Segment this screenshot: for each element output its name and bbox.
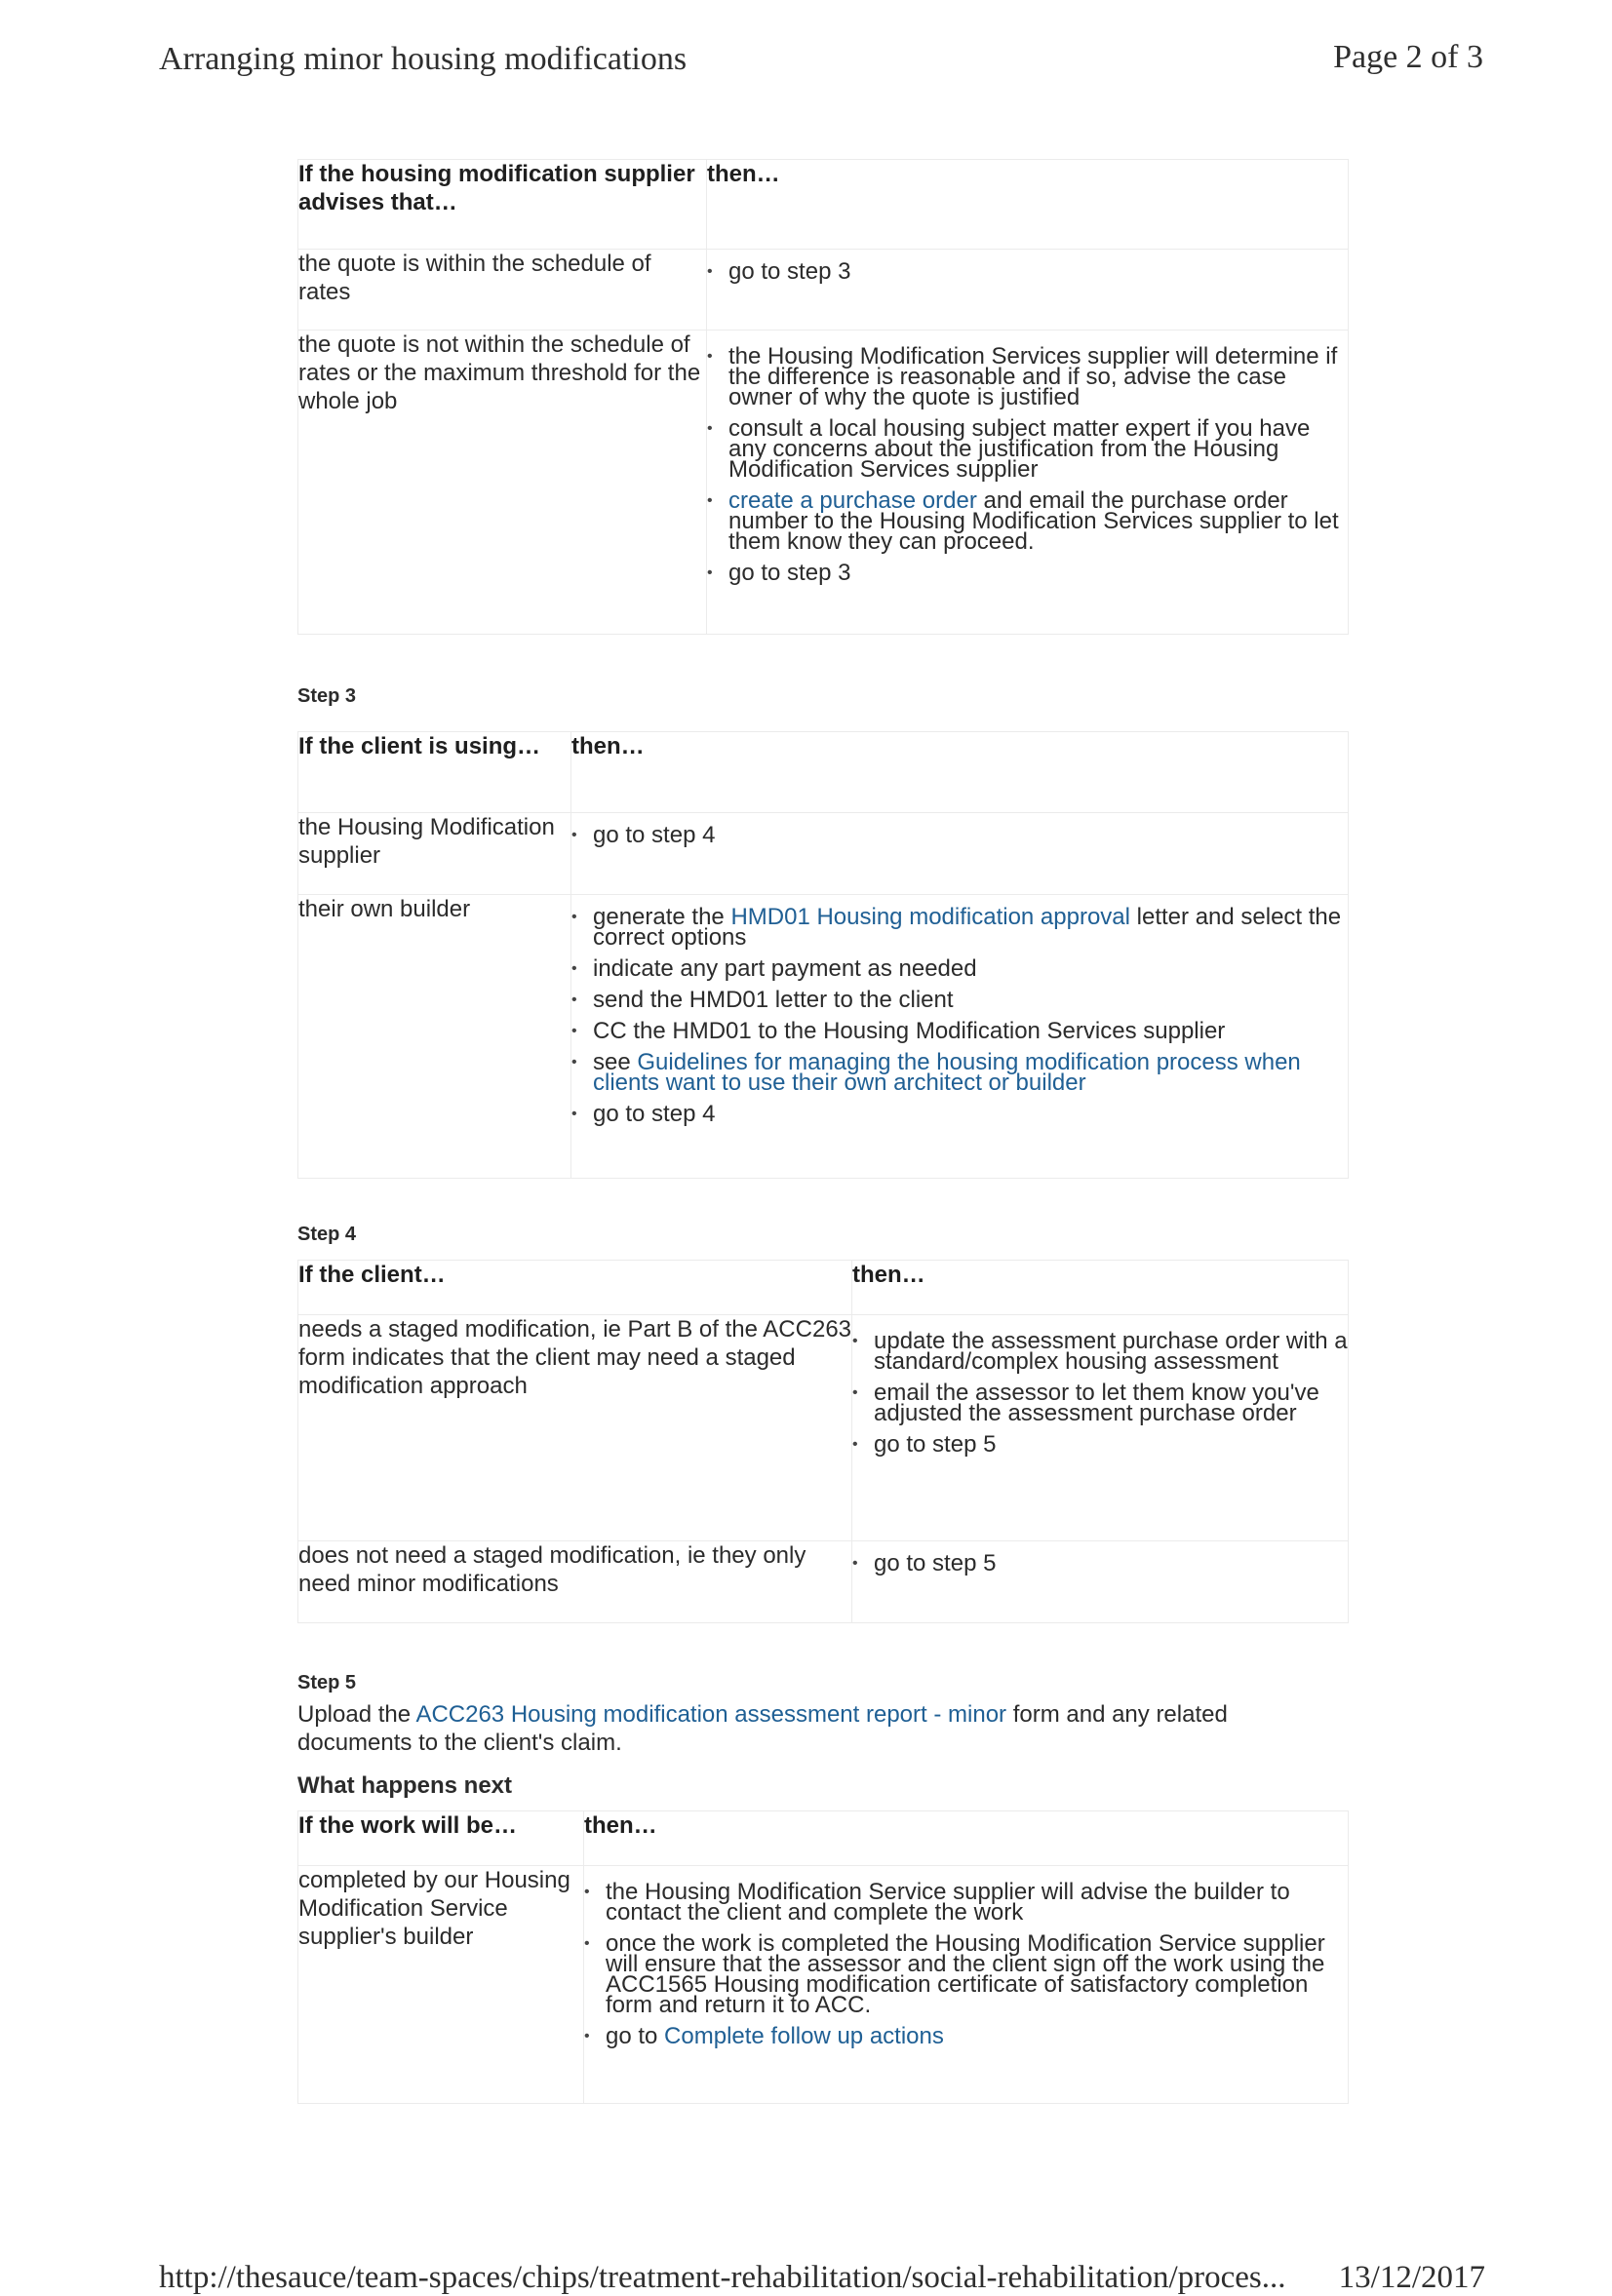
list-item: • go to step 5 xyxy=(852,1553,1348,1574)
action-cell xyxy=(707,331,1349,635)
guidelines-link[interactable]: Guidelines for managing the housing modification process when clients want to use their own architect or builder xyxy=(593,1049,1301,1096)
table-row xyxy=(298,813,1349,895)
what-happens-next-table xyxy=(297,1810,1349,2104)
list-item: • update the assessment purchase order with a standard/complex housing assessment xyxy=(852,1331,1348,1372)
step-3-table xyxy=(297,731,1349,1179)
acc263-report-link[interactable]: ACC263 Housing modification assessment report - minor xyxy=(415,1701,1007,1728)
page-number: Page 2 of 3 xyxy=(1333,39,1483,75)
action-cell xyxy=(571,895,1349,1179)
table-row xyxy=(298,895,1349,1179)
page-header-title: Arranging minor housing modifications xyxy=(159,41,688,77)
column-header: then… xyxy=(571,732,1349,813)
condition-cell: needs a staged modification, ie Part B of the ACC263 form indicates that the client may need a staged modification approach xyxy=(298,1315,852,1541)
step-5-label: Step 5 xyxy=(297,1672,357,1693)
list-item: • go to step 3 xyxy=(707,563,1348,583)
footer-date: 13/12/2017 xyxy=(1338,2260,1485,2295)
list-item: • send the HMD01 letter to the client xyxy=(571,990,1348,1010)
table-row xyxy=(298,331,1349,635)
table-row xyxy=(298,250,1349,331)
list-item: • go to step 4 xyxy=(571,825,1348,845)
column-header: then… xyxy=(707,160,1349,250)
list-item: • consult a local housing subject matter expert if you have any concerns about the justification from the Housing Modification Services supplier xyxy=(707,418,1348,480)
step-5-instruction xyxy=(297,1700,1348,1757)
condition-cell: completed by our Housing Modification Service supplier's builder xyxy=(298,1866,584,2104)
action-cell xyxy=(584,1866,1349,2104)
list-item: • go to step 3 xyxy=(707,261,1348,282)
supplier-advice-table xyxy=(297,159,1349,635)
hmd01-approval-link[interactable]: HMD01 Housing modification approval xyxy=(730,904,1130,930)
step-4-label: Step 4 xyxy=(297,1224,357,1245)
column-header: If the work will be… xyxy=(298,1811,584,1866)
list-item xyxy=(571,904,1348,951)
table-header-row xyxy=(298,160,1349,250)
table-header-row xyxy=(298,1811,1349,1866)
list-item: • indicate any part payment as needed xyxy=(571,958,1348,979)
list-item: • email the assessor to let them know you've adjusted the assessment purchase order xyxy=(852,1382,1348,1423)
action-cell xyxy=(571,813,1349,895)
condition-cell: the quote is not within the schedule of rates or the maximum threshold for the whole job xyxy=(298,331,707,635)
create-purchase-order-link[interactable]: create a purchase order xyxy=(728,487,977,514)
column-header: then… xyxy=(852,1261,1349,1315)
instruction-text: Upload the xyxy=(297,1701,416,1728)
action-cell xyxy=(707,250,1349,331)
list-item xyxy=(584,2023,1348,2049)
condition-cell: the Housing Modification supplier xyxy=(298,813,571,895)
table-row xyxy=(298,1315,1349,1541)
list-item: • go to step 5 xyxy=(852,1434,1348,1455)
condition-cell: the quote is within the schedule of rates xyxy=(298,250,707,331)
list-item-text: and email the purchase order number to the Housing Modification Services supplier to let them know they can proceed. xyxy=(728,487,1339,555)
step-4-table xyxy=(297,1260,1349,1623)
list-item xyxy=(571,1049,1348,1096)
instruction-text: form and any related documents to the client's claim. xyxy=(297,1701,1228,1756)
condition-cell: does not need a staged modification, ie they only need minor modifications xyxy=(298,1541,852,1623)
table-row xyxy=(298,1541,1349,1623)
list-item: • go to step 4 xyxy=(571,1104,1348,1124)
condition-cell: their own builder xyxy=(298,895,571,1179)
column-header: If the client is using… xyxy=(298,732,571,813)
column-header: then… xyxy=(584,1811,1349,1866)
list-item: • once the work is completed the Housing Modification Service supplier will ensure that the assessor and the client sign off the work using the ACC1565 Housing modification certificate of satisfactory completion form and return it to ACC. xyxy=(584,1933,1348,2015)
column-header: If the client… xyxy=(298,1261,852,1315)
step-3-label: Step 3 xyxy=(297,685,357,707)
list-item-text: generate the xyxy=(593,904,731,930)
table-header-row xyxy=(298,732,1349,813)
list-item: • the Housing Modification Services supplier will determine if the difference is reasonable and if so, advise the case owner of why the quote is justified xyxy=(707,346,1348,408)
list-item-text: letter and select the correct options xyxy=(593,904,1342,951)
action-cell xyxy=(852,1315,1349,1541)
table-row xyxy=(298,1866,1349,2104)
list-item-text: see xyxy=(593,1049,638,1075)
footer-url: http://thesauce/team-spaces/chips/treatment-rehabilitation/social-rehabilitation/proces... xyxy=(159,2260,1286,2295)
list-item: • the Housing Modification Service supplier will advise the builder to contact the client and complete the work xyxy=(584,1882,1348,1923)
list-item-text: go to xyxy=(606,2023,665,2049)
table-header-row xyxy=(298,1261,1349,1315)
column-header: If the housing modification supplier advises that… xyxy=(298,160,707,250)
list-item: • CC the HMD01 to the Housing Modification Services supplier xyxy=(571,1021,1348,1041)
what-happens-next-heading: What happens next xyxy=(297,1772,513,1799)
action-cell xyxy=(852,1541,1349,1623)
list-item xyxy=(707,487,1348,555)
complete-follow-up-link[interactable]: Complete follow up actions xyxy=(664,2023,944,2049)
